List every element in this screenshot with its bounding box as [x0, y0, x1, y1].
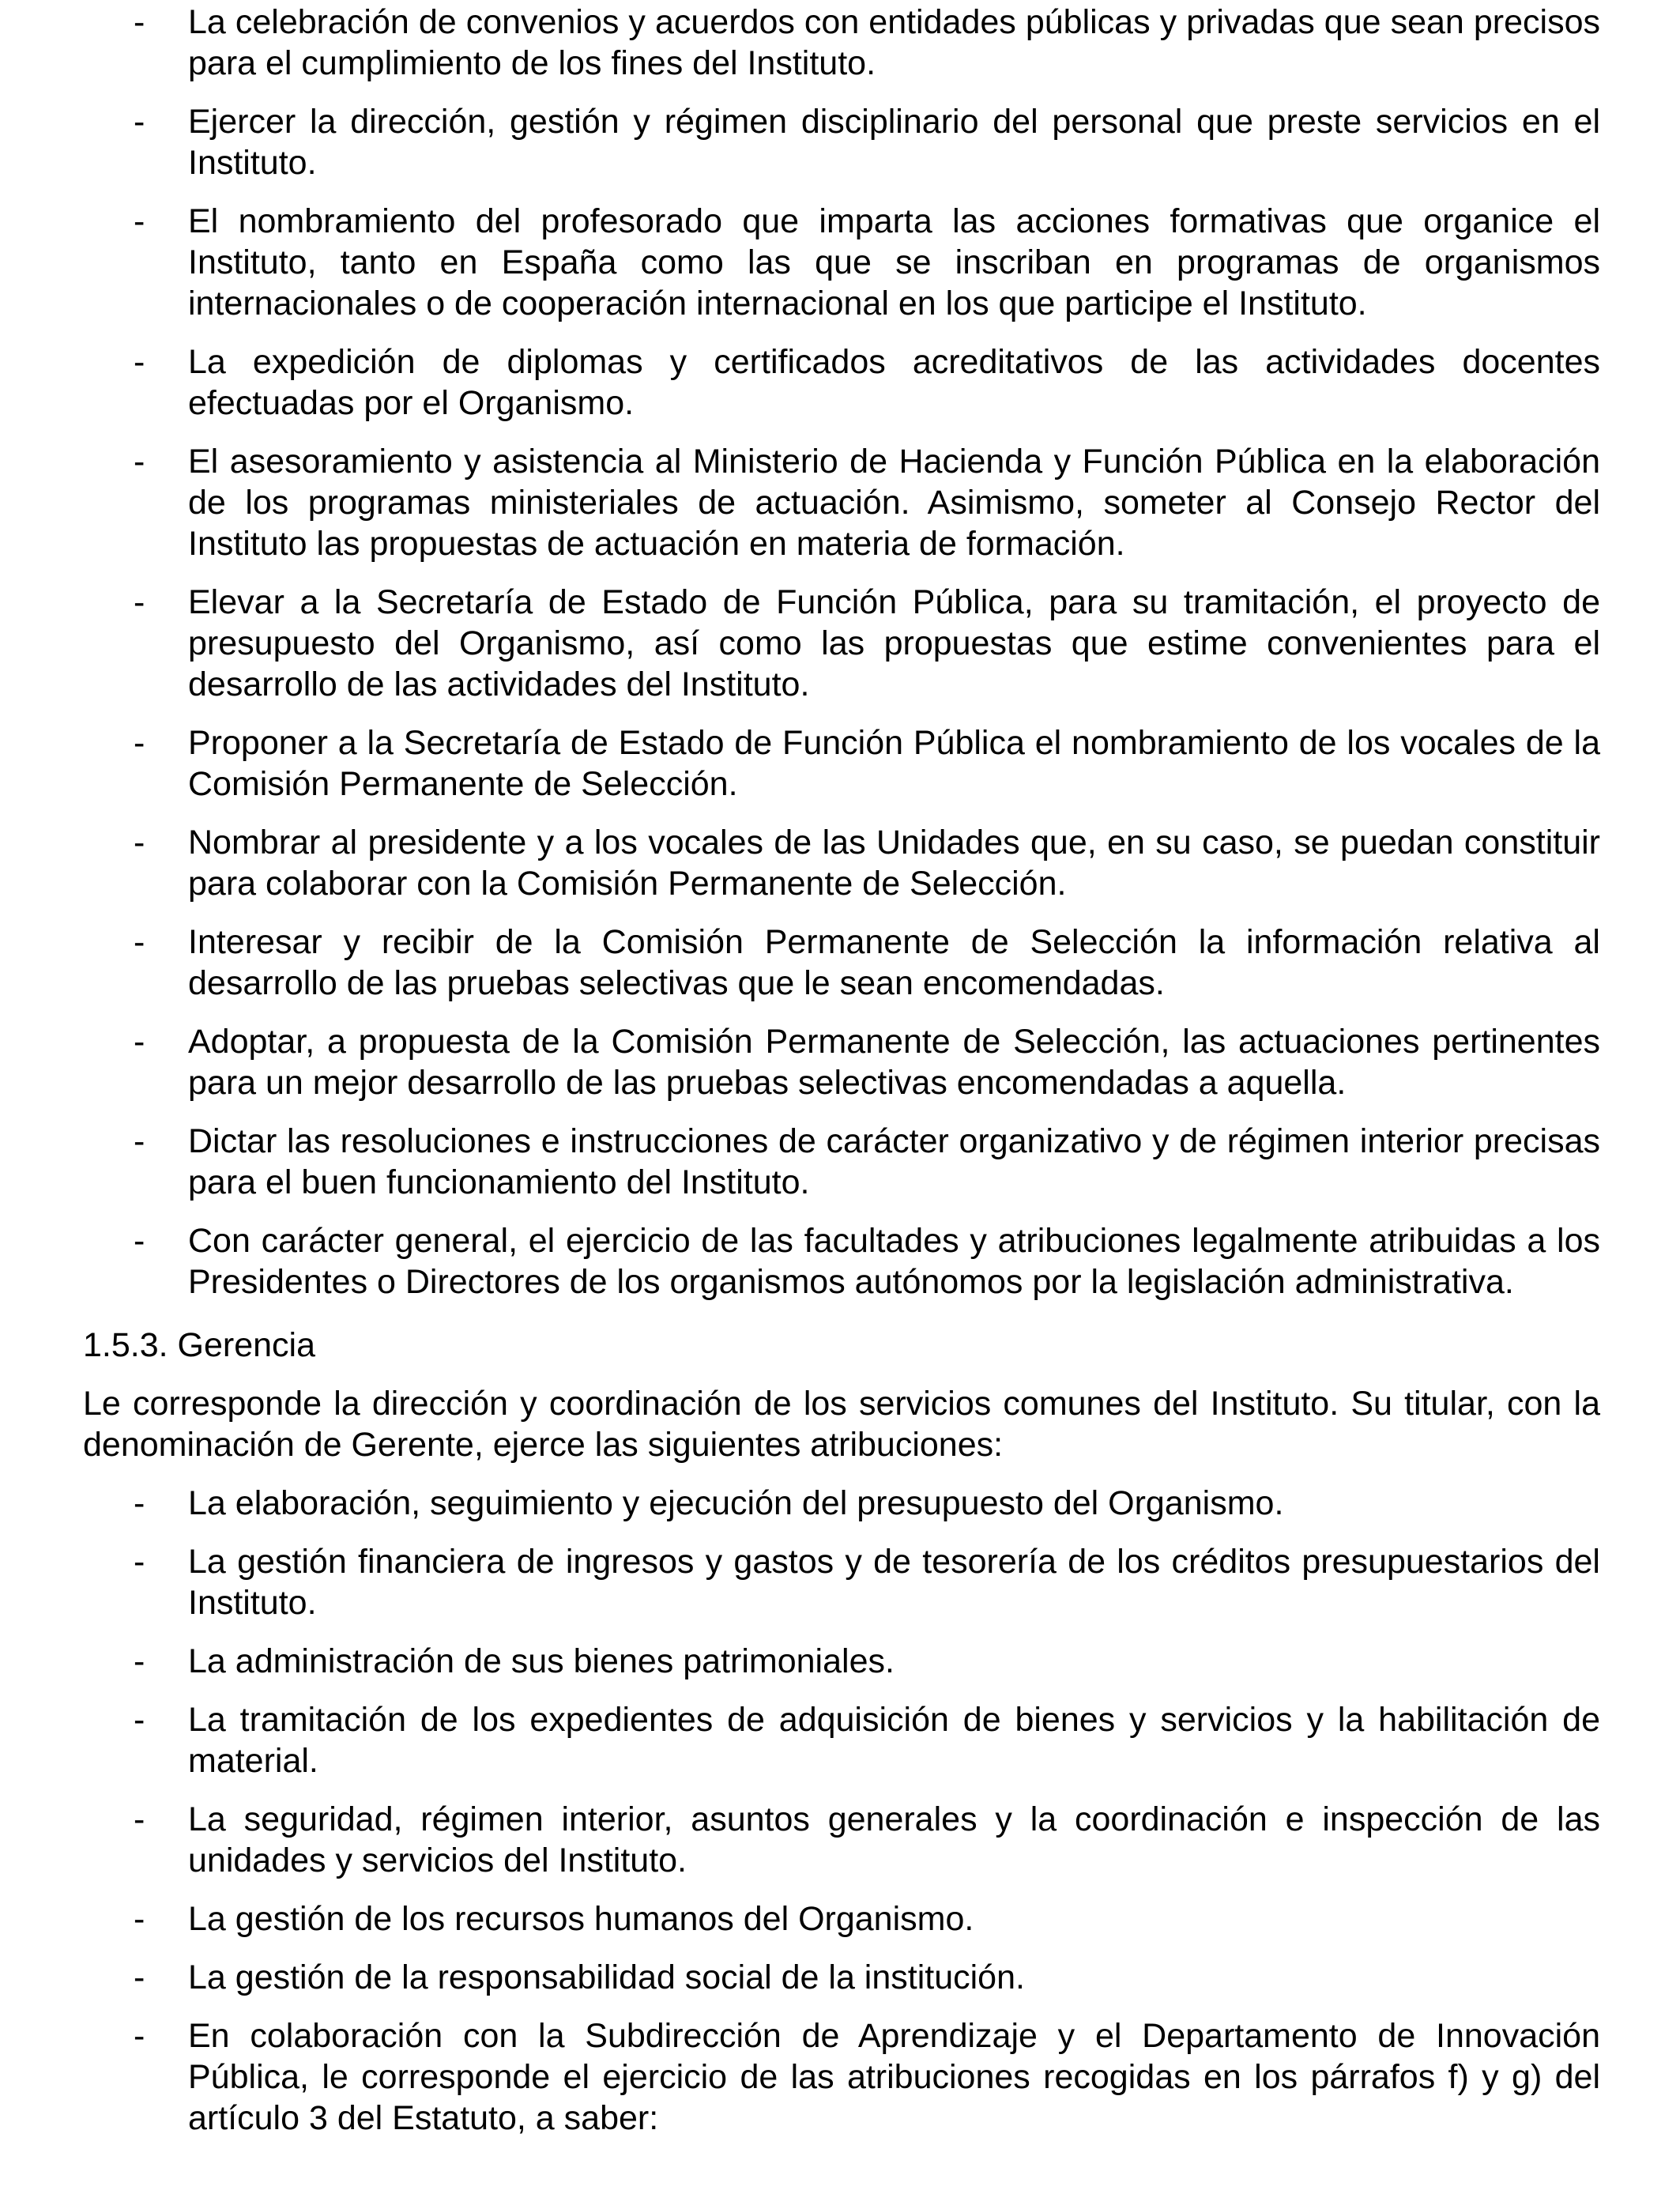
list-item	[83, 101, 1600, 183]
list-item-text: El nombramiento del profesorado que imparta las acciones formativas que organice el Instituto, tanto en España como las que se inscriban en programas de organismos internacionales o de cooperación internacional en los que participe el Instituto.	[188, 202, 1600, 322]
gerencia-atribuciones-list	[83, 1483, 1600, 2139]
list-item	[83, 441, 1600, 564]
document-page	[83, 0, 1600, 2156]
dash-bullet: -	[134, 824, 145, 861]
dash-bullet: -	[134, 1023, 145, 1061]
list-item	[83, 822, 1600, 904]
list-item	[83, 1021, 1600, 1103]
list-item-text: En colaboración con la Subdirección de Aprendizaje y el Departamento de Innovación Pública, le corresponde el ejercicio de las atribuciones recogidas en los párrafos f) y g) del artículo 3 del Estatuto, a saber:	[188, 2017, 1600, 2137]
list-item-text: Con carácter general, el ejercicio de las facultades y atribuciones legalmente atribuidas a los Presidentes o Directores de los organismos autónomos por la legislación administrativa.	[188, 1222, 1600, 1301]
list-item	[83, 1121, 1600, 1203]
dash-bullet: -	[134, 1701, 145, 1739]
list-item	[83, 1957, 1600, 1998]
dash-bullet: -	[134, 1222, 145, 1260]
dash-bullet: -	[134, 724, 145, 762]
dash-bullet: -	[134, 583, 145, 621]
list-item	[83, 1898, 1600, 1940]
list-item-text: La celebración de convenios y acuerdos con entidades públicas y privadas que sean precisos para el cumplimiento de los fines del Instituto.	[188, 3, 1600, 82]
list-item	[83, 722, 1600, 805]
section-heading: 1.5.3. Gerencia	[83, 1326, 316, 1364]
list-item-text: Interesar y recibir de la Comisión Permanente de Selección la información relativa al desarrollo de las pruebas selectivas que le sean encomendadas.	[188, 923, 1600, 1002]
list-item	[83, 201, 1600, 324]
atribuciones-list	[83, 2, 1600, 1302]
list-item-text: El asesoramiento y asistencia al Ministerio de Hacienda y Función Pública en la elaboración de los programas ministeriales de actuación. Asimismo, someter al Consejo Rector del Instituto las propuestas de actuación en materia de formación.	[188, 443, 1600, 563]
list-item-text: La gestión de los recursos humanos del Organismo.	[188, 1900, 974, 1938]
list-item-text: La gestión de la responsabilidad social de la institución.	[188, 1958, 1025, 1996]
dash-bullet: -	[134, 1642, 145, 1680]
list-item	[83, 582, 1600, 705]
dash-bullet: -	[134, 202, 145, 240]
list-item	[83, 2, 1600, 84]
list-item	[83, 922, 1600, 1004]
dash-bullet: -	[134, 443, 145, 481]
list-item	[83, 1483, 1600, 1524]
dash-bullet: -	[134, 1800, 145, 1838]
list-item	[83, 1699, 1600, 1781]
dash-bullet: -	[134, 343, 145, 381]
list-item-text: Proponer a la Secretaría de Estado de Función Pública el nombramiento de los vocales de la Comisión Permanente de Selección.	[188, 724, 1600, 803]
dash-bullet: -	[134, 1543, 145, 1581]
list-item-text: La gestión financiera de ingresos y gastos y de tesorería de los créditos presupuestarios del Instituto.	[188, 1543, 1600, 1622]
dash-bullet: -	[134, 3, 145, 41]
list-item-text: Ejercer la dirección, gestión y régimen disciplinario del personal que preste servicios en el Instituto.	[188, 103, 1600, 182]
section-intro-paragraph: Le corresponde la dirección y coordinación de los servicios comunes del Instituto. Su titular, con la denominación de Gerente, ejerce las siguientes atribuciones:	[83, 1385, 1600, 1464]
list-item	[83, 1220, 1600, 1302]
list-item-text: La expedición de diplomas y certificados acreditativos de las actividades docentes efectuadas por el Organismo.	[188, 343, 1600, 422]
list-item-text: Elevar a la Secretaría de Estado de Función Pública, para su tramitación, el proyecto de presupuesto del Organismo, así como las propuestas que estime convenientes para el desarrollo de las actividades del Instituto.	[188, 583, 1600, 703]
list-item-text: La seguridad, régimen interior, asuntos generales y la coordinación e inspección de las unidades y servicios del Instituto.	[188, 1800, 1600, 1879]
list-item-text: Adoptar, a propuesta de la Comisión Permanente de Selección, las actuaciones pertinentes para un mejor desarrollo de las pruebas selectivas encomendadas a aquella.	[188, 1023, 1600, 1102]
list-item	[83, 341, 1600, 424]
dash-bullet: -	[134, 923, 145, 961]
dash-bullet: -	[134, 1122, 145, 1160]
dash-bullet: -	[134, 1958, 145, 1996]
list-item	[83, 1541, 1600, 1623]
list-item-text: Nombrar al presidente y a los vocales de las Unidades que, en su caso, se puedan constituir para colaborar con la Comisión Permanente de Selección.	[188, 824, 1600, 903]
list-item	[83, 1641, 1600, 1682]
dash-bullet: -	[134, 1900, 145, 1938]
list-item	[83, 2015, 1600, 2139]
dash-bullet: -	[134, 1484, 145, 1522]
list-item	[83, 1799, 1600, 1881]
dash-bullet: -	[134, 2017, 145, 2055]
dash-bullet: -	[134, 103, 145, 141]
list-item-text: Dictar las resoluciones e instrucciones de carácter organizativo y de régimen interior precisas para el buen funcionamiento del Instituto.	[188, 1122, 1600, 1201]
list-item-text: La administración de sus bienes patrimoniales.	[188, 1642, 895, 1680]
list-item-text: La elaboración, seguimiento y ejecución del presupuesto del Organismo.	[188, 1484, 1284, 1522]
list-item-text: La tramitación de los expedientes de adquisición de bienes y servicios y la habilitación de material.	[188, 1701, 1600, 1780]
